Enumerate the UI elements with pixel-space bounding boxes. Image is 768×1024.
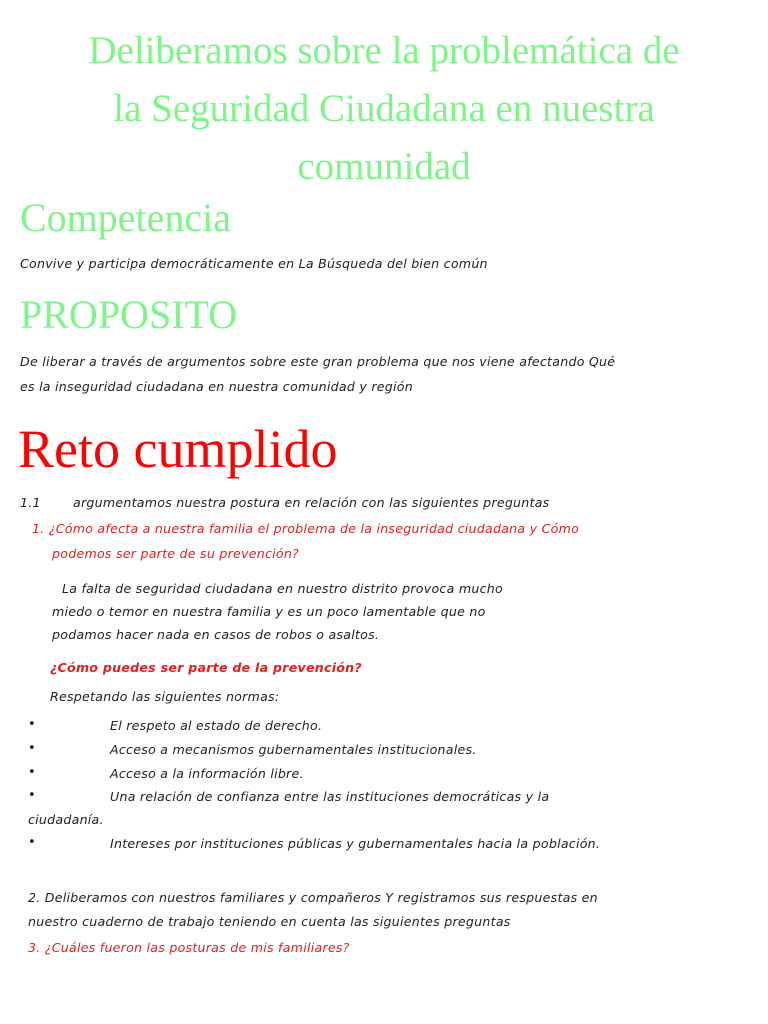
subtitle-text: argumentamos nuestra postura en relación con las siguientes preguntas [73, 495, 550, 510]
proposito-heading: PROPOSITO [20, 292, 238, 337]
reto-heading: Reto cumplido [18, 419, 338, 479]
list-item-continuation: ciudadanía. [28, 812, 104, 827]
competencia-text: Convive y participa democráticamente en La Búsqueda del bien común [20, 256, 488, 271]
question-2-line-1: 2. Deliberamos con nuestros familiares y compañeros Y registramos sus respuestas en [28, 890, 598, 905]
answer-line-3: podamos hacer nada en casos de robos o asaltos. [52, 627, 380, 642]
respetando-text: Respetando las siguientes normas: [50, 689, 280, 704]
list-item: Acceso a mecanismos gubernamentales institucionales. [110, 742, 477, 757]
bullet-icon: • [28, 835, 36, 850]
title-line-2: la Seguridad Ciudadana en nuestra [113, 87, 655, 130]
proposito-line-2: es la inseguridad ciudadana en nuestra comunidad y región [20, 379, 413, 394]
answer-line-1: La falta de seguridad ciudadana en nuestro distrito provoca mucho [62, 581, 503, 596]
title-line-1: Deliberamos sobre la problemática de [88, 29, 680, 72]
bullet-icon: • [28, 717, 36, 732]
list-item: Intereses por instituciones públicas y gubernamentales hacia la población. [110, 836, 601, 851]
list-item: Una relación de confianza entre las instituciones democráticas y la [110, 789, 550, 804]
answer-line-2: miedo o temor en nuestra familia y es un poco lamentable que no [52, 604, 486, 619]
subtitle-number: 1.1 [20, 495, 41, 510]
list-item: Acceso a la información libre. [110, 766, 304, 781]
question-1-line-2: podemos ser parte de su prevención? [52, 546, 299, 561]
bullet-icon: • [28, 765, 36, 780]
bullet-icon: • [28, 788, 36, 803]
question-2-line-2: nuestro cuaderno de trabajo teniendo en cuenta las siguientes preguntas [28, 914, 511, 929]
question-3: 3. ¿Cuáles fueron las posturas de mis familiares? [28, 940, 350, 955]
competencia-heading: Competencia [20, 195, 232, 240]
page-title [0, 22, 768, 196]
bullet-icon: • [28, 741, 36, 756]
question-1-line-1: 1. ¿Cómo afecta a nuestra familia el problema de la inseguridad ciudadana y Cómo [32, 521, 580, 536]
list-item: El respeto al estado de derecho. [110, 718, 323, 733]
prevention-question: ¿Cómo puedes ser parte de la prevención? [50, 660, 362, 675]
title-line-3: comunidad [297, 145, 471, 188]
proposito-line-1: De liberar a través de argumentos sobre este gran problema que nos viene afectando Qué [20, 354, 616, 369]
